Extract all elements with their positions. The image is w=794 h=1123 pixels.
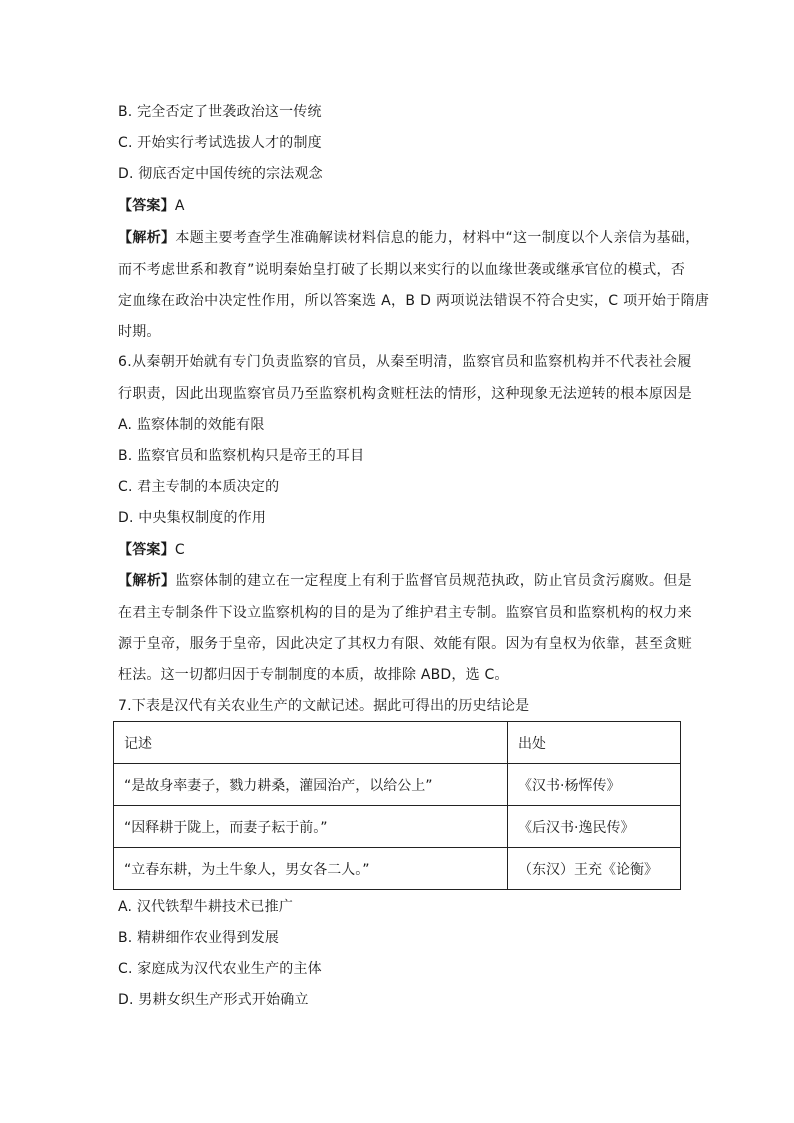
record-cell: “立春东耕，为土牛象人，男女各二人。” — [114, 848, 508, 890]
q5-analysis-line-3: 定血缘在政治中决定性作用，所以答案选 A，B D 两项说法错误不符合史实，C 项开始于隋唐 — [118, 293, 710, 309]
q7-stem: 7.下表是汉代有关农业生产的文献记述。据此可得出的历史结论是 — [118, 698, 530, 714]
q7-option-d: D. 男耕女织生产形式开始确立 — [118, 992, 309, 1008]
q6-analysis-line-3: 源于皇帝，服务于皇帝，因此决定了其权力有限、效能有限。因为有皇权为依靠，甚至贪赃 — [118, 636, 692, 652]
answer-value: A — [174, 198, 185, 214]
records-table — [113, 721, 681, 890]
analysis-tag: 【解析】 — [118, 573, 176, 589]
record-cell: “因释耕于陇上，而妻子耘于前。” — [114, 806, 508, 848]
q6-stem-line-2: 行职责，因此出现监察官员乃至监察机构贪赃枉法的情形，这种现象无法逆转的根本原因是 — [118, 386, 692, 402]
q6-option-b: B. 监察官员和监察机构只是帝王的耳目 — [118, 448, 365, 464]
table-row — [114, 806, 681, 848]
q7-option-c: C. 家庭成为汉代农业生产的主体 — [118, 961, 322, 977]
q7-option-b: B. 精耕细作农业得到发展 — [118, 930, 280, 946]
q6-analysis-line-1 — [118, 571, 692, 591]
q6-analysis-line-2: 在君主专制条件下设立监察机构的目的是为了维护君主专制。监察官员和监察机构的权力来 — [118, 605, 692, 621]
q5-option-d: D. 彻底否定中国传统的宗法观念 — [118, 166, 323, 182]
column-header-records: 记述 — [114, 722, 508, 764]
table-row — [114, 848, 681, 890]
q6-option-d: D. 中央集权制度的作用 — [118, 510, 267, 526]
table-header-row — [114, 722, 681, 764]
q6-analysis-line-4: 枉法。这一切都归因于专制制度的本质，故排除 ABD，选 C。 — [118, 667, 509, 683]
q5-analysis-line-4: 时期。 — [118, 324, 161, 340]
analysis-text: 本题主要考查学生准确解读材料信息的能力，材料中“这一制度以个人亲信为基础， — [175, 230, 700, 246]
source-cell: 《后汉书·逸民传》 — [508, 806, 681, 848]
q6-stem-line-1: 6.从秦朝开始就有专门负责监察的官员，从秦至明清，监察官员和监察机构并不代表社会履 — [118, 354, 692, 370]
q7-option-a: A. 汉代铁犁牛耕技术已推广 — [118, 899, 294, 915]
q5-option-b: B. 完全否定了世袭政治这一传统 — [118, 104, 322, 120]
q6-answer — [118, 540, 185, 560]
q5-analysis-line-1 — [118, 228, 700, 248]
q6-option-c: C. 君主专制的本质决定的 — [118, 479, 280, 495]
answer-value: C — [174, 542, 185, 558]
q6-option-a: A. 监察体制的效能有限 — [118, 417, 265, 433]
answer-tag: 【答案】 — [118, 542, 175, 558]
analysis-tag: 【解析】 — [118, 230, 176, 246]
record-cell: “是故身率妻子，戮力耕桑，灌园治产，以给公上” — [114, 764, 508, 806]
source-cell: （东汉）王充《论衡》 — [508, 848, 681, 890]
table-row — [114, 764, 681, 806]
q5-answer — [118, 196, 185, 216]
q5-option-c: C. 开始实行考试选拔人才的制度 — [118, 135, 322, 151]
column-header-source: 出处 — [508, 722, 681, 764]
q5-analysis-line-2: 而不考虑世系和教育”说明秦始皇打破了长期以来实行的以血缘世袭或继承官位的模式，否 — [118, 262, 686, 278]
source-cell: 《汉书·杨恽传》 — [508, 764, 681, 806]
answer-tag: 【答案】 — [118, 198, 175, 214]
analysis-text: 监察体制的建立在一定程度上有利于监督官员规范执政，防止官员贪污腐败。但是 — [175, 573, 693, 589]
